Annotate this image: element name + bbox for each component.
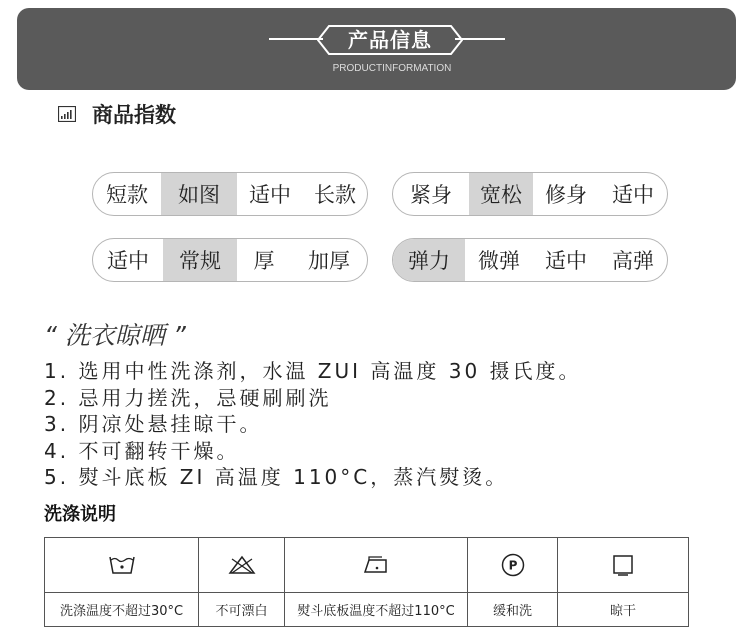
banner-left-line <box>269 38 323 40</box>
fit-option-regular: 适中 <box>612 183 654 207</box>
fit-option-slim: 修身 <box>545 183 587 207</box>
thickness-option-medium: 适中 <box>107 249 149 273</box>
banner-title: 产品信息 <box>348 28 432 52</box>
thickness-option-thick: 厚 <box>253 249 275 273</box>
fit-option-loose: 宽松 <box>469 173 533 215</box>
fit-indicator <box>392 172 668 216</box>
care-label: 洗涤温度不超过30°C <box>59 603 184 619</box>
care-cell <box>199 538 285 626</box>
length-option-long: 长款 <box>314 183 356 207</box>
care-cell <box>45 538 199 626</box>
elasticity-indicator <box>392 238 668 282</box>
line-dry-icon <box>611 553 635 577</box>
wash-30-icon <box>108 554 136 576</box>
washing-instructions-title: 洗涤说明 <box>44 504 116 525</box>
product-index-heading <box>58 101 176 127</box>
washing-title: “ 洗衣晾晒 ” <box>44 321 186 350</box>
length-option-medium: 适中 <box>249 183 291 207</box>
fit-option-tight: 紧身 <box>410 183 452 207</box>
thickness-option-regular: 常规 <box>163 239 237 281</box>
banner-subtitle: PRODUCTINFORMATION <box>332 63 452 74</box>
length-indicator <box>92 172 368 216</box>
washing-tip: 4. 不可翻转干燥。 <box>44 438 240 463</box>
elasticity-option-high: 高弹 <box>612 249 654 273</box>
dry-clean-p-icon <box>500 552 526 578</box>
washing-tip: 5. 熨斗底板 ZI 高温度 110°C，蒸汽熨烫。 <box>44 465 509 489</box>
care-cell <box>558 538 688 626</box>
thickness-indicator <box>92 238 368 282</box>
svg-text:P: P <box>508 558 517 573</box>
care-label: 缓和洗 <box>492 603 532 619</box>
care-label: 熨斗底板温度不超过110°C <box>297 603 455 619</box>
washing-tip: 2. 忌用力搓洗，忌硬刷刷洗 <box>44 385 332 410</box>
washing-tip: 1. 选用中性洗涤剂，水温 ZUI 高温度 30 摄氏度。 <box>44 359 582 383</box>
elasticity-option-stretch: 弹力 <box>393 239 465 281</box>
elasticity-option-medium: 适中 <box>545 249 587 273</box>
washing-tips-list <box>44 358 582 491</box>
care-symbols-table <box>44 537 689 627</box>
iron-icon <box>361 554 391 576</box>
length-option-as-shown: 如图 <box>161 173 237 215</box>
washing-tip: 3. 阴凉处悬挂晾干。 <box>44 412 263 436</box>
length-option-short: 短款 <box>106 183 148 207</box>
care-label: 不可漂白 <box>215 603 268 619</box>
care-cell <box>468 538 558 626</box>
product-index-title: 商品指数 <box>92 103 176 127</box>
bar-chart-icon <box>58 106 76 122</box>
thickness-option-extra-thick: 加厚 <box>308 249 350 273</box>
care-label: 晾干 <box>609 603 636 619</box>
elasticity-option-slight: 微弹 <box>478 249 520 273</box>
care-cell <box>285 538 468 626</box>
no-bleach-icon <box>228 554 256 576</box>
product-info-banner <box>17 8 736 90</box>
